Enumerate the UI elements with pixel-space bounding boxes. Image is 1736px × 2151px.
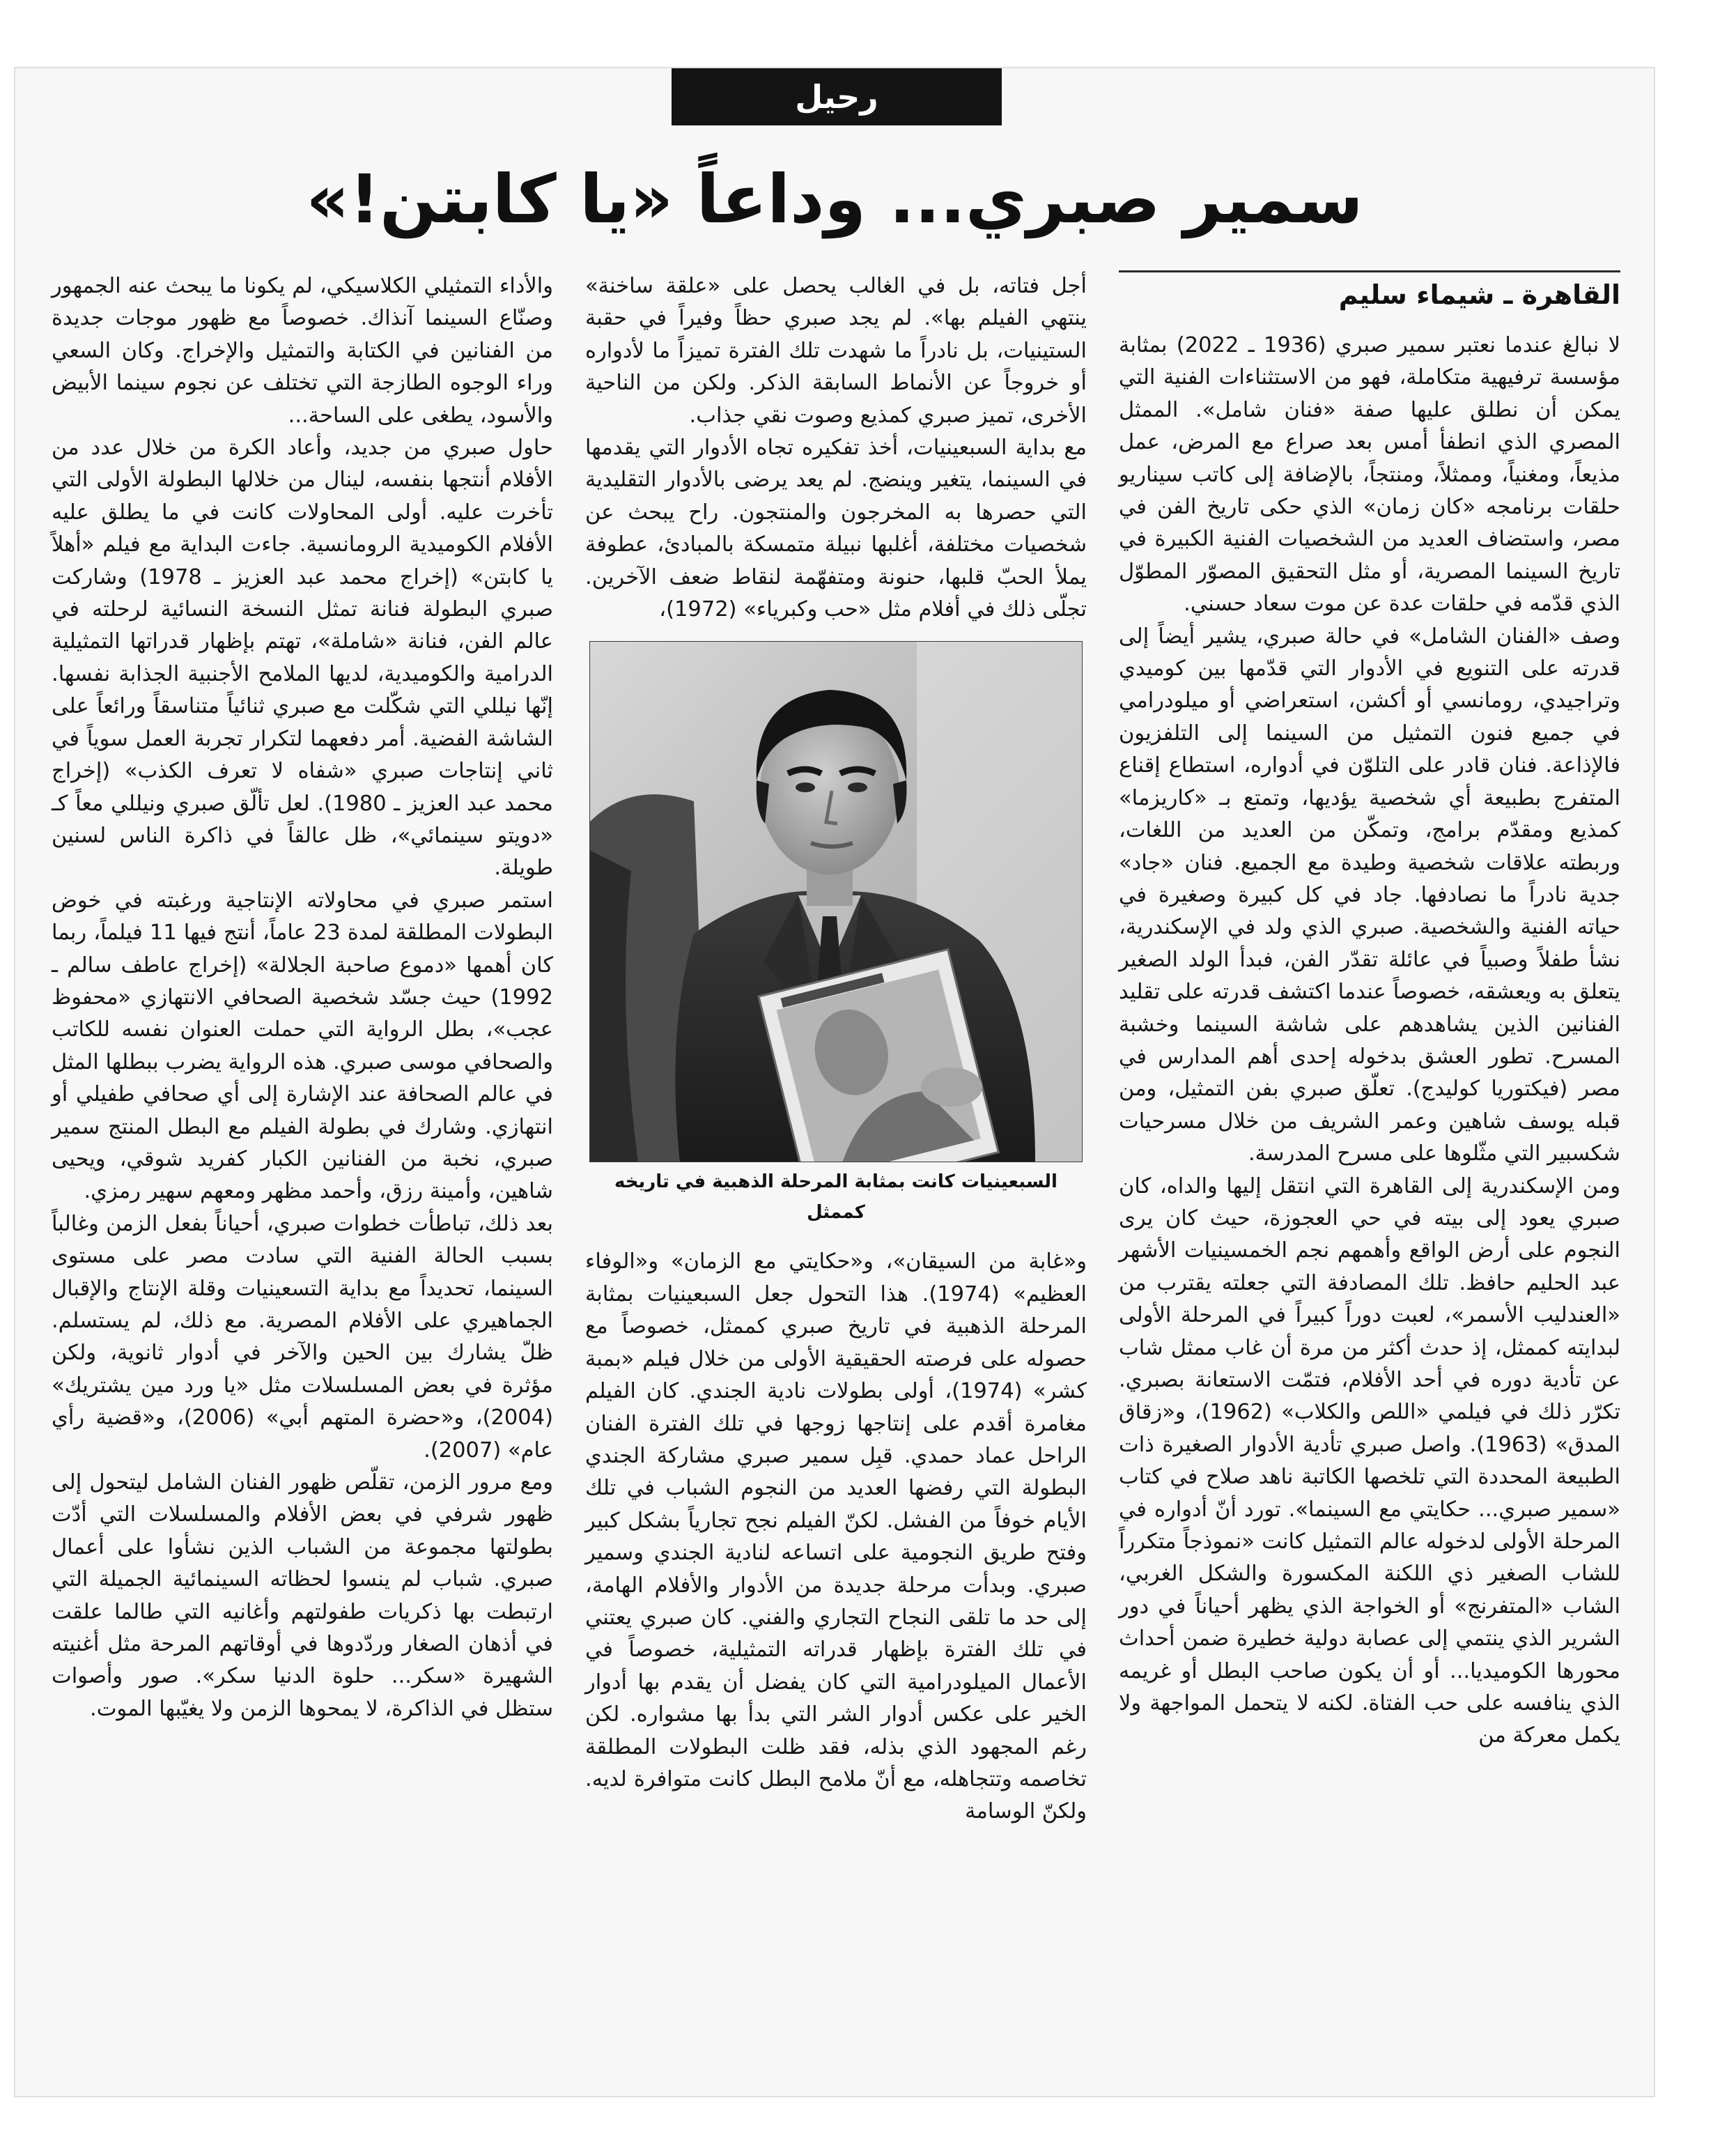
column-middle bbox=[585, 270, 1087, 1828]
paragraph: مع بداية السبعينيات، أخذ تفكيره تجاه الأدوار التي يقدمها في السينما، يتغير وينضج. لم يعد يرضى بالأدوار التقليدية التي حصرها به المخرجون والمنتجون. راح يبحث عن شخصيات مختلفة، أغلبها نبيلة متمسكة بالمبادئ، عطوفة يملأ الحبّ قلبها، حنونة ومتفهّمة لنقاط ضعف الآخرين. تجلّى ذلك في أفلام مثل «حب وكبرياء» (1972)، bbox=[585, 435, 1087, 622]
column-left bbox=[52, 270, 553, 1725]
paragraph: والأداء التمثيلي الكلاسيكي، لم يكونا ما يبحث عنه الجمهور وصنّاع السينما آنذاك. خصوصاً مع ظهور موجات جديدة من الفنانين في الكتابة والتمثيل والإخراج. وكان السعي وراء الوجوه الطازجة التي تختلف عن نجوم سينما الأبيض والأسود، يطغى على الساحة... bbox=[52, 274, 553, 428]
photo-figure bbox=[585, 641, 1087, 1228]
paragraph: و«غابة من السيقان»، و«حكايتي مع الزمان» و«الوفاء العظيم» (1974). هذا التحول جعل السبعينيات بمثابة المرحلة الذهبية في تاريخ صبري كممثل، خصوصاً مع حصوله على فرصته الحقيقية الأولى من خلال فيلم «بمبة كشر» (1974)، أولى بطولات نادية الجندي. كان الفيلم مغامرة أقدم على إنتاجها زوجها في تلك الفترة الفنان الراحل عماد حمدي. قبِل سمير صبري مشاركة الجندي البطولة التي رفضها العديد من النجوم الشباب في تلك الأيام خوفاً من الفشل. لكنّ الفيلم نجح تجارياً بشكل كبير وفتح طريق النجومية على اتساعه لنادية الجندي وسمير صبري. وبدأت مرحلة جديدة من الأدوار والأفلام الهامة، إلى حد ما تلقى النجاح التجاري والفني. كان صبري يعتني في تلك الفترة بإظهار قدراته التمثيلية، خصوصاً في الأعمال الميلودرامية التي كان يفضل أن يقدم بها أدوار الخير على عكس أدوار الشر التي بدأ بها مشواره. لكن رغم المجهود الذي بذله، فقد ظلت البطولات المطلقة تخاصمه وتتجاهله، مع أنّ ملامح البطل كانت متوافرة لديه. ولكنّ الوسامة bbox=[585, 1249, 1087, 1824]
byline-rule bbox=[1119, 270, 1620, 272]
paragraph: أجل فتاته، بل في الغالب يحصل على «علقة ساخنة» ينتهي الفيلم بها». لم يجد صبري حظاً وفيراً في حقبة الستينيات، بل نادراً ما شهدت تلك الفترة تميزاً ما لأدواره أو خروجاً عن الأنماط السابقة الذكر. ولكن من الناحية الأخرى، تميز صبري كمذيع وصوت نقي جذاب. bbox=[585, 274, 1087, 428]
paragraph: بعد ذلك، تباطأت خطوات صبري، أحياناً بفعل الزمن وغالباً بسبب الحالة الفنية التي سادت مصر على مستوى السينما، تحديداً مع بداية التسعينيات وقلة الإنتاج والإقبال الجماهيري على الأفلام المصرية. مع ذلك، لم يستسلم. ظلّ يشارك بين الحين والآخر في أدوار ثانوية، ولكن مؤثرة في بعض المسلسلات مثل «يا ورد مين يشتريك» (2004)، و«حضرة المتهم أبي» (2006)، و«قضية رأي عام» (2007). bbox=[52, 1211, 553, 1463]
column-right bbox=[1119, 270, 1620, 1752]
paragraph: لا نبالغ عندما نعتبر سمير صبري (1936 ـ 2022) بمثابة مؤسسة ترفيهية متكاملة، فهو من الاستثناءات الفنية التي يمكن أن نطلق عليها صفة «فنان شامل». الممثل المصري الذي انطفأ أمس بعد صراع مع المرض، عمل مذيعاً، ومغنياً، وممثلاً، ومنتجاً، بالإضافة إلى كاتب سيناريو حلقات برنامجه «كان زمان» الذي حكى تاريخ الفن في مصر، واستضاف العديد من الشخصيات الفنية الكبيرة في تاريخ السينما المصرية، أو مثل التحقيق المصوّر المطوّل الذي قدّمه في حلقات عدة عن موت سعاد حسني. bbox=[1119, 333, 1621, 617]
portrait-photo bbox=[589, 641, 1083, 1162]
paragraph: ومع مرور الزمن، تقلّص ظهور الفنان الشامل ليتحول إلى ظهور شرفي في بعض الأفلام والمسلسلات التي أدّت بطولتها مجموعة من الشباب الذين نشأوا على أعمال صبري. شباب لم ينسوا لحظاته السينمائية الجميلة التي ارتبطت بها ذكريات طفولتهم وأغانيه التي طالما علقت في أذهان الصغار وردّدوها في أوقاتهم المرحة مثل أغنيته الشهيرة «سكر... حلوة الدنيا سكر». صور وأصوات ستظل في الذاكرة، لا يمحوها الزمن ولا يغيّبها الموت. bbox=[52, 1470, 553, 1721]
byline: القاهرة ـ شيماء سليم bbox=[1338, 279, 1620, 310]
photo-caption: السبعينيات كانت بمثابة المرحلة الذهبية في تاريخه كممثل bbox=[614, 1171, 1057, 1224]
paragraph: استمر صبري في محاولاته الإنتاجية ورغبته في خوض البطولات المطلقة لمدة 23 عاماً، أنتج فيها 11 فيلماً، ربما كان أهمها «دموع صاحبة الجلالة» (إخراج عاطف سالم ـ 1992) حيث جسّد شخصية الصحافي الانتهازي «محفوظ عجب»، بطل الرواية التي حملت العنوان نفسه للكاتب والصحافي موسى صبري. هذه الرواية يضرب ببطلها المثل في عالم الصحافة عند الإشارة إلى أي صحافي طفيلي أو انتهازي. وشارك في بطولة الفيلم مع البطل المنتج سمير صبري، نخبة من الفنانين الكبار كفريد شوقي، ويحيى شاهين، وأمينة رزق، وأحمد مظهر ومعهم سهير رمزي. bbox=[52, 888, 553, 1204]
paragraph: ومن الإسكندرية إلى القاهرة التي انتقل إليها والداه، كان صبري يعود إلى بيته في حي العجوزة، حيث كان يرى النجوم على أرض الواقع وأهمهم نجم الخمسينيات الأشهر عبد الحليم حافظ. تلك المصادفة التي جعلته يقترب من «العندليب الأسمر»، لعبت دوراً كبيراً في المرحلة الأولى لبدايته كممثل، إذ حدث أكثر من مرة أن غاب ممثل شاب عن تأدية دوره في أحد الأفلام، فتمّت الاستعانة بصبري. تكرّر ذلك في فيلمي «اللص والكلاب» (1962)، و«زقاق المدق» (1963). واصل صبري تأدية الأدوار الصغيرة ذات الطبيعة المحددة التي تلخصها الكاتبة ناهد صلاح في كتاب «سمير صبري... حكايتي مع السينما». تورد أنّ أدواره في المرحلة الأولى لدخوله عالم التمثيل كانت «نموذجاً متكرراً للشاب الصغير ذي اللكنة المكسورة والشكل الغربي، الشاب «المتفرنج» أو الخواجة الذي يظهر أحياناً في دور الشرير الذي ينتمي إلى عصابة دولية خطيرة ضمن أحداث محورها الكوميديا... أو أن يكون صاحب البطل أو غريمه الذي ينافسه على حب الفتاة. لكنه لا يتحمل المواجهة ولا يكمل معركة من bbox=[1119, 1173, 1621, 1748]
paragraph: وصف «الفنان الشامل» في حالة صبري، يشير أيضاً إلى قدرته على التنويع في الأدوار التي قدّمها بين كوميدي وتراجيدي، رومانسي أو أكشن، استعراضي أو ميلودرامي في جميع فنون التمثيل من السينما إلى التلفزيون فالإذاعة. فنان قادر على التلوّن في أدواره، استطاع إقناع المتفرج بطبيعة أي شخصية يؤديها، وتمتع بـ «كاريزما» كمذيع ومقدّم برامج، وتمكّن من العديد من اللغات، وربطته علاقات شخصية وطيدة مع الجميع. فنان «جاد» جدية نادراً ما نصادفها. جاد في كل كبيرة وصغيرة في حياته الفنية والشخصية. صبري الذي ولد في الإسكندرية، نشأ طفلاً وصبياً في عائلة تقدّر الفن، فبدأ الولد الصغير يتعلق به ويعشقه، خصوصاً عندما اكتشف قدرته على تقليد الفنانين الذين يشاهدهم على شاشة السينما وخشبة المسرح. تطور العشق بدخوله إحدى أهم المدارس في مصر (فيكتوريا كوليدج). تعلّق صبري بفن التمثيل، ومن قبله يوسف شاهين وعمر الشريف من خلال مسرحيات شكسبير التي مثّلوها على مسرح المدرسة. bbox=[1119, 624, 1620, 1166]
headline: سمير صبري... وداعاً «يا كابتن!» bbox=[306, 160, 1363, 238]
article-page bbox=[14, 67, 1655, 2097]
section-tag: رحيل bbox=[672, 68, 1002, 125]
paragraph: حاول صبري من جديد، وأعاد الكرة من خلال عدد من الأفلام أنتجها بنفسه، لينال من خلالها البطولة الأولى التي تأخرت عليه. أولى المحاولات كانت في ما يطلق عليه الأفلام الكوميدية الرومانسية. جاءت البداية مع فيلم «أهلاً يا كابتن» (إخراج محمد عبد العزيز ـ 1978) وشاركت صبري البطولة فنانة تمثل النسخة النسائية لرحلته في عالم الفن، فنانة «شاملة»، تهتم بإظهار قدراتها التمثيلية الدرامية والكوميدية، لديها الملامح الأجنبية الجذابة نفسها. إنّها نيللي التي شكّلت مع صبري ثنائياً متناسقاً ورائعاً على الشاشة الفضية. أمر دفعهما لتكرار تجربة العمل سوياً في ثاني إنتاجات صبري «شفاه لا تعرف الكذب» (إخراج محمد عبد العزيز ـ 1980). لعل تألّق صبري ونيللي معاً كـ «دويتو سينمائي»، ظل عالقاً في ذاكرة الناس لسنين طويلة. bbox=[52, 435, 554, 881]
